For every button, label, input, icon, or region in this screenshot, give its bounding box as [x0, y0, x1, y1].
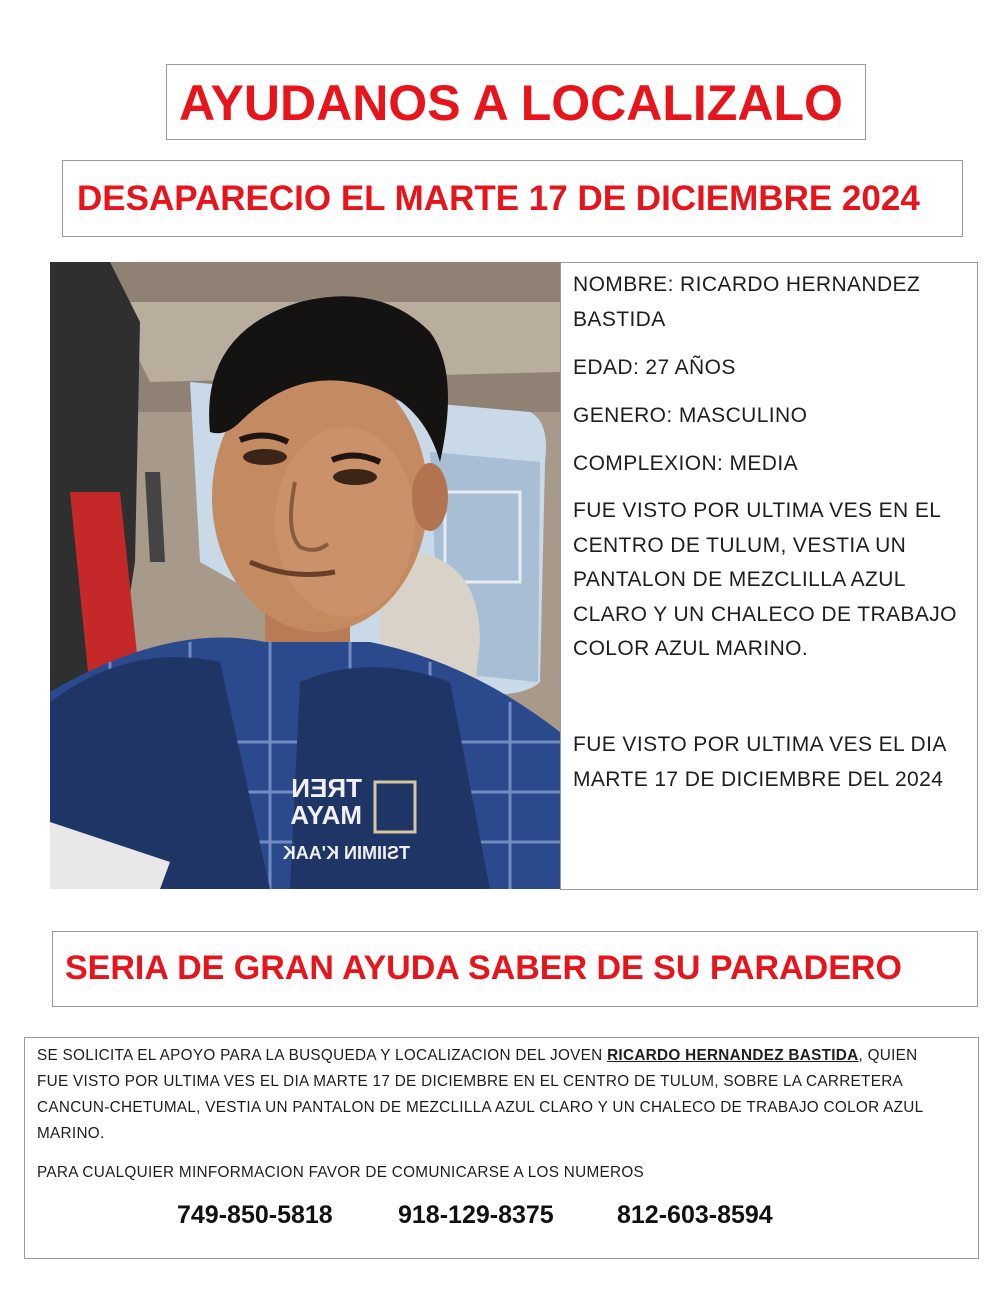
- last-seen-line-1: FUE VISTO POR ULTIMA VES EN EL: [573, 499, 942, 522]
- last-seen-line-5: COLOR AZUL MARINO.: [573, 637, 809, 660]
- gender: GENERO: MASCULINO: [573, 404, 808, 427]
- name-line-1: NOMBRE: RICARDO HERNANDEZ: [573, 273, 921, 296]
- phone-number-2: 918-129-8375: [398, 1201, 554, 1229]
- phone-number-1: 749-850-5818: [177, 1201, 333, 1229]
- build: COMPLEXION: MEDIA: [573, 452, 799, 475]
- vest-text-maya: MAYA: [290, 800, 362, 830]
- contact-text: PARA CUALQUIER MINFORMACION FAVOR DE COMUNICARSE A LOS NUMEROS: [37, 1164, 645, 1181]
- poster-title: AYUDANOS A LOCALIZALO: [179, 75, 843, 131]
- request-line-1: [37, 1043, 918, 1069]
- help-banner: [52, 931, 978, 1007]
- request-line-2: FUE VISTO POR ULTIMA VES EL DIA MARTE 17 DE DICIEMBRE EN EL CENTRO DE TULUM, SOBRE LA CARRETERA: [37, 1073, 904, 1090]
- vest-text-tren: TREN: [291, 773, 362, 803]
- request-box: [24, 1037, 979, 1259]
- request-line-1-pre: SE SOLICITA EL APOYO PARA LA BUSQUEDA Y LOCALIZACION DEL JOVEN: [37, 1047, 608, 1064]
- title-box: [166, 64, 866, 140]
- request-line-1-post: , QUIEN: [858, 1047, 918, 1064]
- age: EDAD: 27 AÑOS: [573, 356, 736, 379]
- disappearance-date-box: [62, 160, 963, 237]
- last-seen-line-2: CENTRO DE TULUM, VESTIA UN: [573, 534, 907, 557]
- missing-person-photo: [50, 262, 560, 889]
- last-seen-line-3: PANTALON DE MEZCLILLA AZUL: [573, 568, 906, 591]
- last-seen-date-line-1: FUE VISTO POR ULTIMA VES EL DIA: [573, 733, 947, 756]
- help-text: SERIA DE GRAN AYUDA SABER DE SU PARADERO: [65, 949, 902, 987]
- last-seen-line-4: CLARO Y UN CHALECO DE TRABAJO: [573, 603, 957, 626]
- person-name-underlined: RICARDO HERNANDEZ BASTIDA: [607, 1047, 859, 1064]
- person-info-panel: [560, 262, 978, 890]
- vest-text-subtitle: TSIIMIN K'AAK: [282, 843, 410, 863]
- request-line-4: MARINO.: [37, 1125, 105, 1142]
- phone-number-3: 812-603-8594: [617, 1201, 773, 1229]
- request-line-3: CANCUN-CHETUMAL, VESTIA UN PANTALON DE MEZCLILLA AZUL CLARO Y UN CHALECO DE TRABAJO COLOR AZUL: [37, 1099, 924, 1116]
- disappearance-date: DESAPARECIO EL MARTE 17 DE DICIEMBRE 2024: [77, 179, 920, 218]
- last-seen-date-line-2: MARTE 17 DE DICIEMBRE DEL 2024: [573, 768, 944, 791]
- name-line-2: BASTIDA: [573, 308, 666, 331]
